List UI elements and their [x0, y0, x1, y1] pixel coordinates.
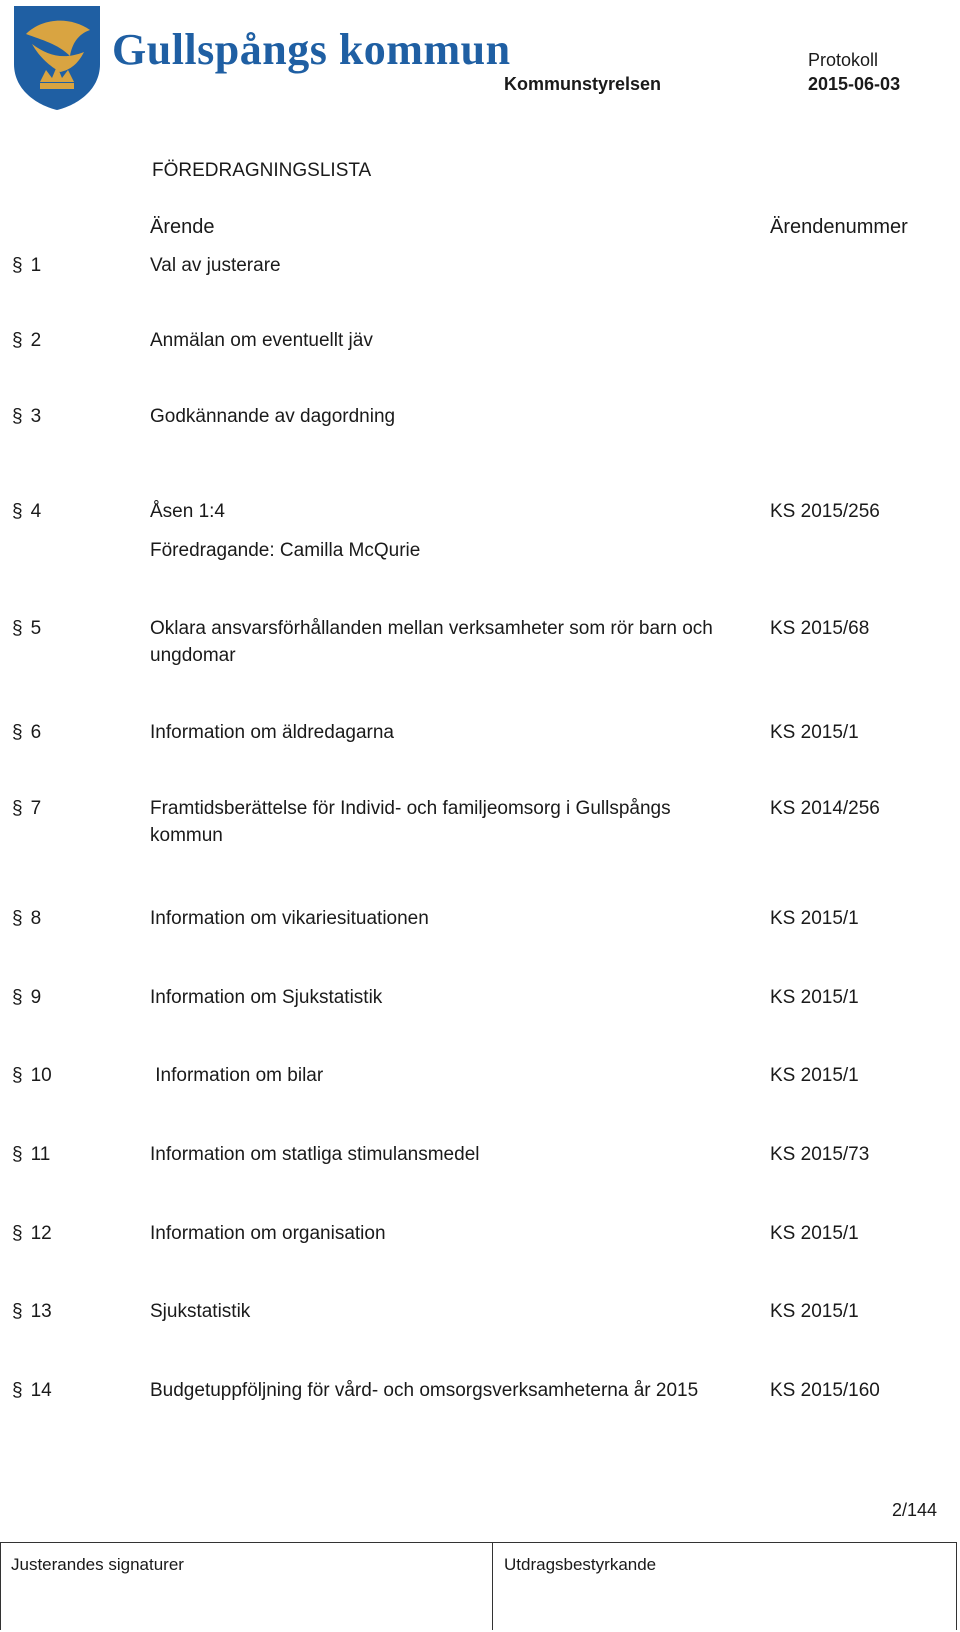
- document-type: Protokoll: [808, 50, 879, 70]
- column-header-item: Ärende: [150, 216, 215, 238]
- agenda-item-title: Budgetuppföljning för vård- och omsorgsverksamheterna år 2015: [150, 1380, 699, 1401]
- page-number: 2/144: [892, 1500, 938, 1520]
- agenda-item-title: Val av justerare: [150, 255, 281, 276]
- section-number: § 9: [12, 987, 42, 1008]
- case-number: KS 2015/73: [770, 1144, 870, 1165]
- agenda-item-title: Information om äldredagarna: [150, 722, 394, 743]
- agenda-item-title: Åsen 1:4 Föredragande: Camilla McQurie: [150, 498, 740, 564]
- case-number: KS 2015/1: [770, 1301, 859, 1322]
- signatures-label: Justerandes signaturer: [11, 1555, 184, 1574]
- section-number: § 13: [12, 1301, 52, 1322]
- case-number: KS 2014/256: [770, 798, 880, 819]
- signature-footer: [0, 1542, 957, 1630]
- case-number: KS 2015/1: [770, 1223, 859, 1244]
- presenter-note: Föredragande: Camilla McQurie: [150, 540, 421, 561]
- agenda-item-title: Information om bilar: [150, 1065, 324, 1086]
- agenda-item-title: Information om statliga stimulansmedel: [150, 1144, 480, 1165]
- meeting-date: 2015-06-03: [808, 74, 901, 94]
- municipality-coat-of-arms-icon: [12, 4, 102, 112]
- agenda-item-title: Information om Sjukstatistik: [150, 987, 383, 1008]
- agenda-item-title: Information om organisation: [150, 1223, 386, 1244]
- footer-divider: [492, 1543, 493, 1630]
- agenda-item-title: Anmälan om eventuellt jäv: [150, 330, 373, 351]
- list-title: FÖREDRAGNINGSLISTA: [152, 160, 372, 181]
- section-number: § 10: [12, 1065, 52, 1086]
- section-number: § 3: [12, 406, 42, 427]
- case-number: KS 2015/256: [770, 501, 880, 522]
- section-number: § 7: [12, 798, 42, 819]
- agenda-item-title: Godkännande av dagordning: [150, 406, 396, 427]
- agenda-item-title: Information om vikariesituationen: [150, 908, 429, 929]
- case-number: KS 2015/1: [770, 722, 859, 743]
- section-number: § 2: [12, 330, 42, 351]
- section-number: § 6: [12, 722, 42, 743]
- section-number: § 8: [12, 908, 42, 929]
- case-number: KS 2015/1: [770, 908, 859, 929]
- extract-certification-label: Utdragsbestyrkande: [504, 1555, 657, 1574]
- agenda-item-title: Sjukstatistik: [150, 1301, 251, 1322]
- section-number: § 5: [12, 618, 42, 639]
- case-number: KS 2015/68: [770, 618, 870, 639]
- agenda-item-title: Framtidsberättelse för Individ- och familjeomsorg i Gullspångs kommun: [150, 798, 671, 846]
- section-number: § 12: [12, 1223, 52, 1244]
- section-number: § 4: [12, 501, 42, 522]
- section-number: § 1: [12, 255, 42, 276]
- case-number: KS 2015/1: [770, 987, 859, 1008]
- municipality-name: Gullspångs kommun: [112, 25, 511, 74]
- agenda-item-title: Oklara ansvarsförhållanden mellan verksamheter som rör barn och ungdomar: [150, 618, 713, 666]
- section-number: § 11: [12, 1144, 51, 1165]
- section-number: § 14: [12, 1380, 52, 1401]
- case-number: KS 2015/160: [770, 1380, 880, 1401]
- column-header-number: Ärendenummer: [770, 216, 908, 238]
- board-name: Kommunstyrelsen: [504, 74, 662, 94]
- case-number: KS 2015/1: [770, 1065, 859, 1086]
